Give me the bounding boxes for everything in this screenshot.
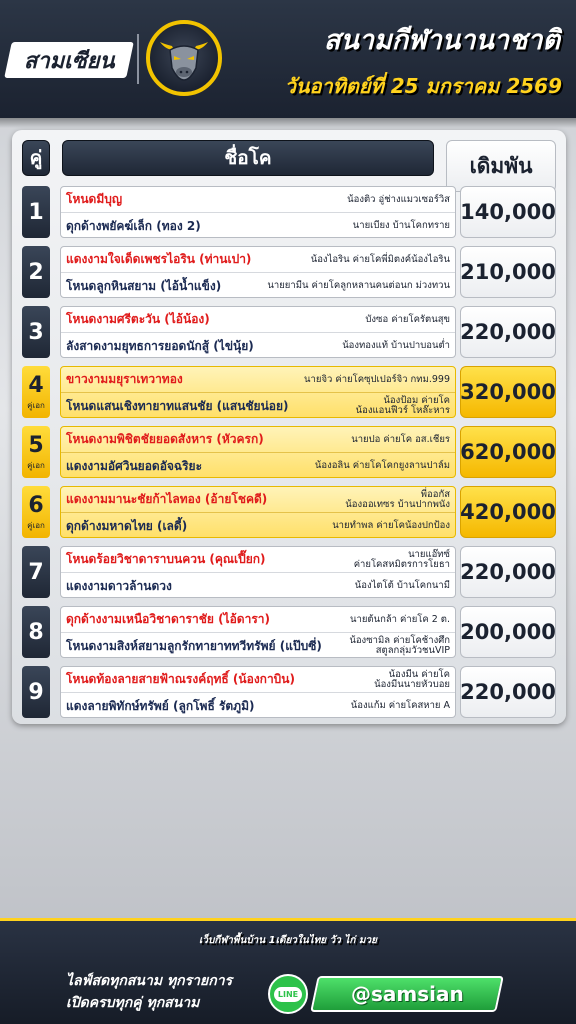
table-row [22,246,556,298]
header-bar [0,0,576,118]
blue-corner [61,273,455,298]
red-corner [61,667,455,693]
pair-number [22,246,50,298]
red-corner [61,547,455,573]
red-corner-owner: น้องติว อู่ช่างแมวเซอร์วิส [347,193,450,205]
fight-table [12,130,566,724]
pair-number-value: 9 [28,679,44,705]
line-icon[interactable] [268,974,308,1014]
blue-corner-owner: น้องซามิล ค่ายโคช้างศึก สตูลกลุ่มวัวชนVIP [349,635,450,656]
blue-corner-owner: น้องไตโต้ บ้านโคกนามี [354,580,450,591]
blue-corner-name: ดุกด้างพยัคฆ์เล็ก (ทอง 2) [66,218,201,233]
footer-banner: เว็บกีฬาพื้นบ้าน 1เดียวในไทย วัว ไก่ มวย [0,918,576,960]
pair-number [22,606,50,658]
main-event-tag: คู่เอก [27,400,45,410]
bet-amount: 140,000 [460,186,556,238]
red-corner-name: แดงงามมานะชัยก้าไลทอง (อ้ายโชคดี) [66,492,268,506]
page-title: สนามกีฬานานาชาติ [323,25,560,56]
bull-head-icon [146,20,222,96]
col-header-pair: คู่ [22,140,50,176]
pair-number [22,186,50,238]
pair-number-value: 5 [28,432,44,458]
bet-amount: 200,000 [460,606,556,658]
bet-amount: 220,000 [460,546,556,598]
main-event-tag: คู่เอก [27,520,45,530]
blue-corner [61,333,455,358]
red-corner-owner: นายแอ๊ทซ์ ค่ายโคสหมิตรการโยธา [353,548,450,570]
blue-corner [61,633,455,658]
red-corner-name: โหนดร้อยวิชาดาราบนควน (คุณเปี๊ยก) [66,552,266,566]
blue-corner [61,453,455,478]
red-corner-owner: นายต้นกล้า ค่ายโค 2 ต. [350,613,450,625]
blue-corner-name: แดงงามอัศวินยอดอัจฉริยะ [66,458,203,473]
fighter-names [60,486,456,538]
bet-amount: 320,000 [460,366,556,418]
red-corner-owner: นายปอ ค่ายโค อส.เชียร [351,433,450,445]
red-corner [61,367,455,393]
pair-number-value: 8 [28,619,44,645]
bet-amount: 210,000 [460,246,556,298]
table-row [22,486,556,538]
blue-corner-owner: น้องอลิน ค่ายโคโคกยูงลานปาล์ม [314,460,450,471]
blue-corner-owner: นายยามีน ค่ายโคลูกหลานคนต่อนก ม่วงทวน [267,280,450,291]
pair-number [22,546,50,598]
fighter-names [60,306,456,358]
pair-number [22,366,50,418]
fighter-names [60,246,456,298]
bet-amount: 420,000 [460,486,556,538]
bet-amount: 220,000 [460,306,556,358]
blue-corner-name: โหนดแสนเชิงทายาทแสนชัย (แสนชัยน่อย) [66,398,289,413]
blue-corner [61,693,455,718]
fighter-names [60,186,456,238]
red-corner-name: โหนดท้องลายสายฟ้าณรงค์ฤทธิ์ (น้องกาบิน) [66,672,295,686]
brand-logo [4,42,134,78]
red-corner-owner: นายจิว ค่ายโคซุปเปอร์จิว กทม.999 [304,373,450,385]
red-corner-owner: บังซอ ค่ายโครัตนสุข [365,313,450,325]
pair-number-value: 1 [28,199,44,225]
blue-corner-owner: นายทำพล ค่ายโคน้องปกป้อง [332,520,450,531]
red-corner-name: โหนดมีบุญ [66,192,123,206]
event-date: วันอาทิตย์ที่ 25 มกราคม 2569 [284,74,562,98]
red-corner [61,427,455,453]
table-row [22,666,556,718]
col-header-name: ชื่อโค [62,140,434,176]
fighter-names [60,366,456,418]
col-header-bet: เดิมพัน [446,140,556,192]
red-corner-name: โหนดงามพิชิตชัยยอดสังหาร (หัวครก) [66,432,264,446]
blue-corner-name: แดงลายพิทักษ์ทรัพย์ (ลูกโพธิ์ รัตภูมิ) [66,698,255,713]
pair-number [22,306,50,358]
red-corner-name: ดุกด้างงามเหนือวิชาดาราชัย (ไอ้ดารา) [66,612,270,626]
fighter-names [60,606,456,658]
table-row [22,546,556,598]
brand-name: สามเซียน [23,48,115,74]
red-corner [61,247,455,273]
blue-corner [61,213,455,238]
red-corner [61,187,455,213]
red-corner [61,487,455,513]
line-id-text: @samsian [350,982,464,1006]
table-row [22,426,556,478]
line-label: LINE [274,987,302,1002]
blue-corner [61,393,455,418]
fighter-names [60,666,456,718]
blue-corner [61,513,455,538]
fighter-names [60,546,456,598]
red-corner-owner: พี่ออกัส น้องออเทซร บ้านปากพนัง [345,488,450,510]
pair-number-value: 6 [28,492,44,518]
blue-corner [61,573,455,598]
red-corner-name: โหนดงามศรีตะวัน (ไอ้น้อง) [66,312,210,326]
pair-number-value: 4 [28,372,44,398]
red-corner-name: ขาวงามมยุราเทวาทอง [66,372,183,386]
main-event-tag: คู่เอก [27,460,45,470]
pair-number [22,426,50,478]
footer-sub-line-1: ไลฟ์สดทุกสนาม ทุกรายการ [66,973,233,989]
footer-sub-line-2: เปิดครบทุกคู่ ทุกสนาม [66,995,200,1011]
table-row [22,306,556,358]
pair-number-value: 3 [28,319,44,345]
header-divider [137,34,139,84]
blue-corner-name: ลังสาดงามยุทธการยอดนักสู้ (ไข่นุ้ย) [66,338,254,353]
blue-corner-name: ดุกด้างมหาดไทย (เลดี้) [66,518,188,533]
blue-corner-owner: น้องทองแท้ บ้านปาบอนต่ำ [342,340,450,351]
table-row [22,606,556,658]
pair-number [22,486,50,538]
blue-corner-owner: น้องแก้ม ค่ายโคสหาย A [350,700,450,711]
blue-corner-name: แดงงามดาวล้านดวง [66,578,172,593]
pair-number [22,666,50,718]
bet-amount: 620,000 [460,426,556,478]
red-corner-owner: น้องมีน ค่ายโค น้องมีนนายหัวบอย [374,668,450,690]
blue-corner-owner: น้องป้อม ค่ายโค น้องแอนฟีวร์ โหล๊ะหาร [355,395,450,416]
blue-corner-name: โหนดลูกหินสยาม (ไอ้น้ำแข็ง) [66,278,222,293]
pair-number-value: 7 [28,559,44,585]
red-corner-name: แดงงามใจเด็ดเพชรไอริน (ท่านเปา) [66,252,252,266]
table-header [22,140,556,176]
blue-corner-name: โหนดงามสิงห์สยามลูกรักทายาททวีทรัพย์ (แป๊บซี่) [66,638,322,653]
red-corner [61,607,455,633]
fighter-names [60,426,456,478]
pair-number-value: 2 [28,259,44,285]
table-row [22,366,556,418]
red-corner-owner: น้องไอริน ค่ายโคพี่มิตงค์น้องไอริน [310,253,450,265]
line-id-button[interactable] [310,976,504,1012]
bet-amount: 220,000 [460,666,556,718]
table-row [22,186,556,238]
blue-corner-owner: นายเบียง บ้านโคกทราย [352,220,450,231]
red-corner [61,307,455,333]
